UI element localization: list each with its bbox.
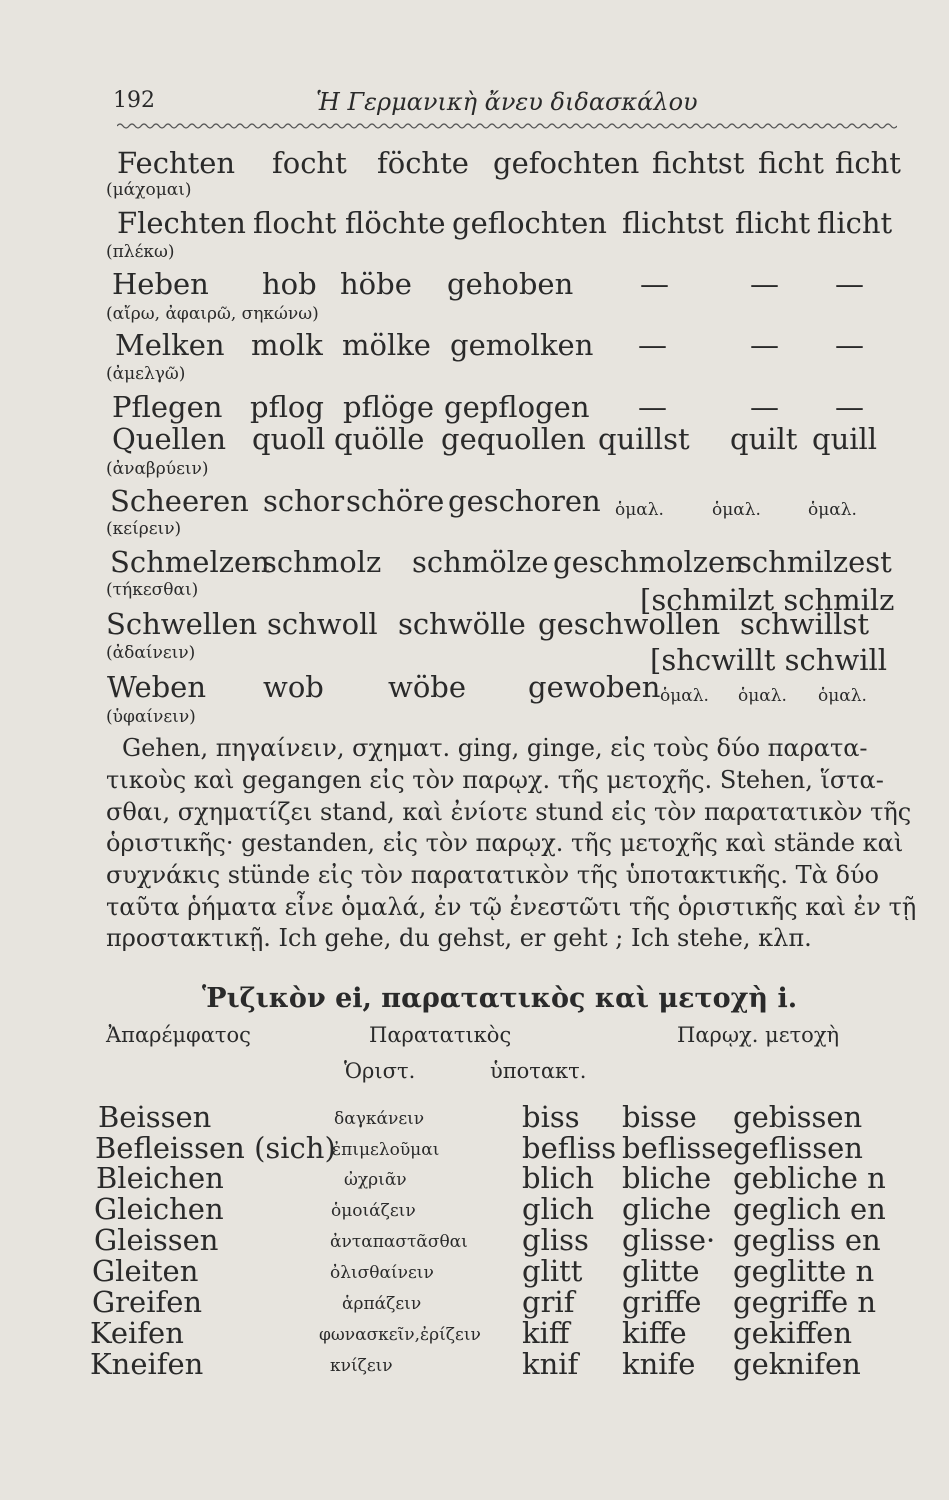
verb-gloss: (ἀμελγῶ) <box>106 364 186 384</box>
verb-form: geflochten <box>452 206 607 240</box>
column-header-imperfect: Παρατατικὸς <box>369 1023 512 1047</box>
verb-form: — <box>750 390 779 424</box>
verb-form: ὁμαλ. <box>808 500 857 520</box>
verb-infinitive: Melken <box>115 328 225 362</box>
page-number: 192 <box>113 88 155 113</box>
verb-form: geschoren <box>448 484 601 518</box>
verb-form: wob <box>263 670 324 704</box>
column-header-infinitive: Ἀπαρέμφατος <box>106 1023 251 1047</box>
verb-gloss: (ὑφαίνειν) <box>106 707 196 727</box>
table-participle: gebliche n <box>733 1161 886 1195</box>
verb-form: flicht <box>735 206 811 240</box>
verb-form: geschwollen <box>538 607 721 641</box>
running-title: Ἡ Γερμανικὴ ἄνευ διδασκάλου <box>316 88 698 116</box>
subheader-indicative: Ὁριστ. <box>344 1059 416 1083</box>
paragraph-line: τικοὺς καὶ gegangen εἰς τὸν παρῳχ. τῆς μετοχῆς. Stehen, ἵστα- <box>106 766 884 794</box>
verb-form: geschmolzen <box>553 545 744 579</box>
table-subjunctive: knife <box>622 1347 696 1381</box>
verb-form: schor <box>263 484 345 518</box>
verb-form: föchte <box>377 146 469 180</box>
table-subjunctive: glisse· <box>622 1223 716 1257</box>
verb-form: flocht <box>253 206 337 240</box>
table-verb: Kneifen <box>90 1347 204 1381</box>
verb-form: gemolken <box>450 328 594 362</box>
table-indicative: befliss <box>522 1131 617 1165</box>
table-verb: Beissen <box>98 1100 212 1134</box>
verb-form: schöre <box>346 484 445 518</box>
header-rule <box>117 122 897 130</box>
verb-form: ficht <box>835 146 901 180</box>
table-greek: κνίζειν <box>330 1356 393 1376</box>
verb-form: ficht <box>758 146 824 180</box>
verb-form: quölle <box>334 422 425 456</box>
verb-form: — <box>835 328 864 362</box>
table-participle: gebissen <box>733 1100 863 1134</box>
table-verb: Gleissen <box>94 1223 219 1257</box>
verb-form: schwoll <box>267 607 378 641</box>
table-verb: Gleiten <box>92 1254 199 1288</box>
table-participle: geglich en <box>733 1192 886 1226</box>
verb-form: schmölze <box>412 545 549 579</box>
verb-form: — <box>750 328 779 362</box>
paragraph-line: σθαι, σχηματίζει stand, καὶ ἐνίοτε stund εἰς τὸν παρατατικὸν τῆς <box>106 798 912 826</box>
paragraph-line: ὁριστικῆς· gestanden, εἰς τὸν παρῳχ. τῆς μετοχῆς καὶ stände καὶ <box>106 829 904 857</box>
table-greek: δαγκάνειν <box>334 1109 425 1129</box>
column-header-participle: Παρῳχ. μετοχὴ <box>677 1023 840 1047</box>
table-indicative: glich <box>522 1192 595 1226</box>
table-indicative: grif <box>522 1285 575 1319</box>
table-greek: ἀνταπαστᾶσθαι <box>330 1232 468 1252</box>
verb-infinitive: Weben <box>107 670 207 704</box>
verb-form: ὁμαλ. <box>660 686 709 706</box>
verb-gloss: (τήκεσθαι) <box>106 580 199 600</box>
verb-gloss: (μάχομαι) <box>106 180 192 200</box>
verb-form: wöbe <box>388 670 467 704</box>
verb-infinitive: Schwellen <box>106 607 258 641</box>
table-subjunctive: beflisse <box>622 1131 734 1165</box>
table-indicative: biss <box>522 1100 580 1134</box>
verb-form: schwölle <box>398 607 526 641</box>
verb-form: — <box>835 390 864 424</box>
verb-gloss: (ἀδαίνειν) <box>106 643 196 663</box>
verb-form: pflöge <box>343 390 435 424</box>
verb-form: gehoben <box>447 267 574 301</box>
table-greek: ἐπιμελοῦμαι <box>332 1140 440 1160</box>
verb-gloss: (ἀναβρύειν) <box>106 459 209 479</box>
table-participle: gegliss en <box>733 1223 881 1257</box>
verb-continuation: [schmilzt schmilz <box>640 583 895 617</box>
verb-form: gewoben <box>528 670 661 704</box>
verb-form: mölke <box>342 328 431 362</box>
verb-infinitive: Quellen <box>112 422 227 456</box>
verb-form: flicht <box>817 206 893 240</box>
table-verb: Gleichen <box>94 1192 224 1226</box>
verb-form: — <box>750 267 779 301</box>
verb-gloss: (κείρειν) <box>106 519 182 539</box>
table-subjunctive: glitte <box>622 1254 700 1288</box>
table-verb: Bleichen <box>96 1161 224 1195</box>
table-indicative: kiff <box>522 1316 570 1350</box>
table-verb: Keifen <box>90 1316 184 1350</box>
verb-form: pflog <box>250 390 324 424</box>
verb-infinitive: Heben <box>112 267 209 301</box>
table-greek: ἁρπάζειν <box>342 1294 422 1314</box>
verb-form: schmilzest <box>737 545 892 579</box>
paragraph-line: Gehen, πηγαίνειν, σχηματ. ging, ginge, εἰς τοὺς δύο παρατα- <box>122 734 868 762</box>
table-participle: geglitte n <box>733 1254 875 1288</box>
verb-form: ὁμαλ. <box>818 686 867 706</box>
table-greek: ὠχριᾶν <box>344 1170 407 1190</box>
table-participle: gekiffen <box>733 1316 853 1350</box>
verb-form: gequollen <box>441 422 586 456</box>
table-subjunctive: griffe <box>622 1285 702 1319</box>
verb-infinitive: Fechten <box>117 146 236 180</box>
verb-form: flöchte <box>345 206 446 240</box>
paragraph-line: ταῦτα ῥήματα εἶνε ὁμαλά, ἐν τῷ ἐνεστῶτι τῆς ὁριστικῆς καὶ ἐν τῇ <box>106 893 917 921</box>
verb-form: schwillst <box>740 607 869 641</box>
verb-continuation: [shcwillt schwill <box>650 643 888 677</box>
table-participle: geflissen <box>733 1131 863 1165</box>
paragraph-line: προστακτικῇ. Ich gehe, du gehst, er geht ; Ich stehe, κλπ. <box>106 924 812 952</box>
verb-gloss: (αἴρω, ἀφαιρῶ, σηκώνω) <box>106 304 319 324</box>
verb-infinitive: Pflegen <box>112 390 223 424</box>
verb-form: ὁμαλ. <box>712 500 761 520</box>
table-subjunctive: gliche <box>622 1192 712 1226</box>
subheader-subjunctive: ὑποτακτ. <box>490 1059 587 1083</box>
verb-form: — <box>640 267 669 301</box>
verb-form: — <box>638 328 667 362</box>
verb-form: fichtst <box>652 146 745 180</box>
table-greek: φωνασκεῖν,ἐρίζειν <box>319 1325 481 1345</box>
verb-infinitive: Schmelzen <box>110 545 270 579</box>
verb-form: quilt <box>730 422 798 456</box>
verb-infinitive: Scheeren <box>110 484 249 518</box>
verb-infinitive: Flechten <box>117 206 246 240</box>
verb-form: schmolz <box>262 545 382 579</box>
verb-form: höbe <box>340 267 412 301</box>
table-greek: ὀλισθαίνειν <box>330 1263 434 1283</box>
verb-form: — <box>835 267 864 301</box>
table-indicative: blich <box>522 1161 595 1195</box>
section-title: Ῥιζικὸν ei, παρατατικὸς καὶ μετοχὴ i. <box>202 983 798 1014</box>
table-participle: geknifen <box>733 1347 861 1381</box>
paragraph-line: συχνάκις stünde εἰς τὸν παρατατικὸν τῆς ὑποτακτικῆς. Τὰ δύο <box>106 861 879 889</box>
table-subjunctive: kiffe <box>622 1316 687 1350</box>
table-subjunctive: bisse <box>622 1100 697 1134</box>
verb-gloss: (πλέκω) <box>106 242 175 262</box>
verb-form: gepflogen <box>444 390 590 424</box>
verb-form: quoll <box>252 422 326 456</box>
verb-form: hob <box>262 267 317 301</box>
table-subjunctive: bliche <box>622 1161 712 1195</box>
table-verb: Befleissen (sich) <box>95 1131 336 1165</box>
table-greek: ὁμοιάζειν <box>331 1201 416 1221</box>
verb-form: quillst <box>598 422 690 456</box>
verb-form: ὁμαλ. <box>738 686 787 706</box>
table-indicative: knif <box>522 1347 579 1381</box>
verb-form: molk <box>251 328 323 362</box>
verb-form: focht <box>272 146 347 180</box>
table-indicative: gliss <box>522 1223 589 1257</box>
verb-form: gefochten <box>493 146 640 180</box>
verb-form: quill <box>812 422 878 456</box>
verb-form: flichtst <box>622 206 724 240</box>
table-indicative: glitt <box>522 1254 583 1288</box>
verb-form: ὁμαλ. <box>615 500 664 520</box>
verb-form: — <box>638 390 667 424</box>
table-verb: Greifen <box>92 1285 203 1319</box>
table-participle: gegriffe n <box>733 1285 877 1319</box>
